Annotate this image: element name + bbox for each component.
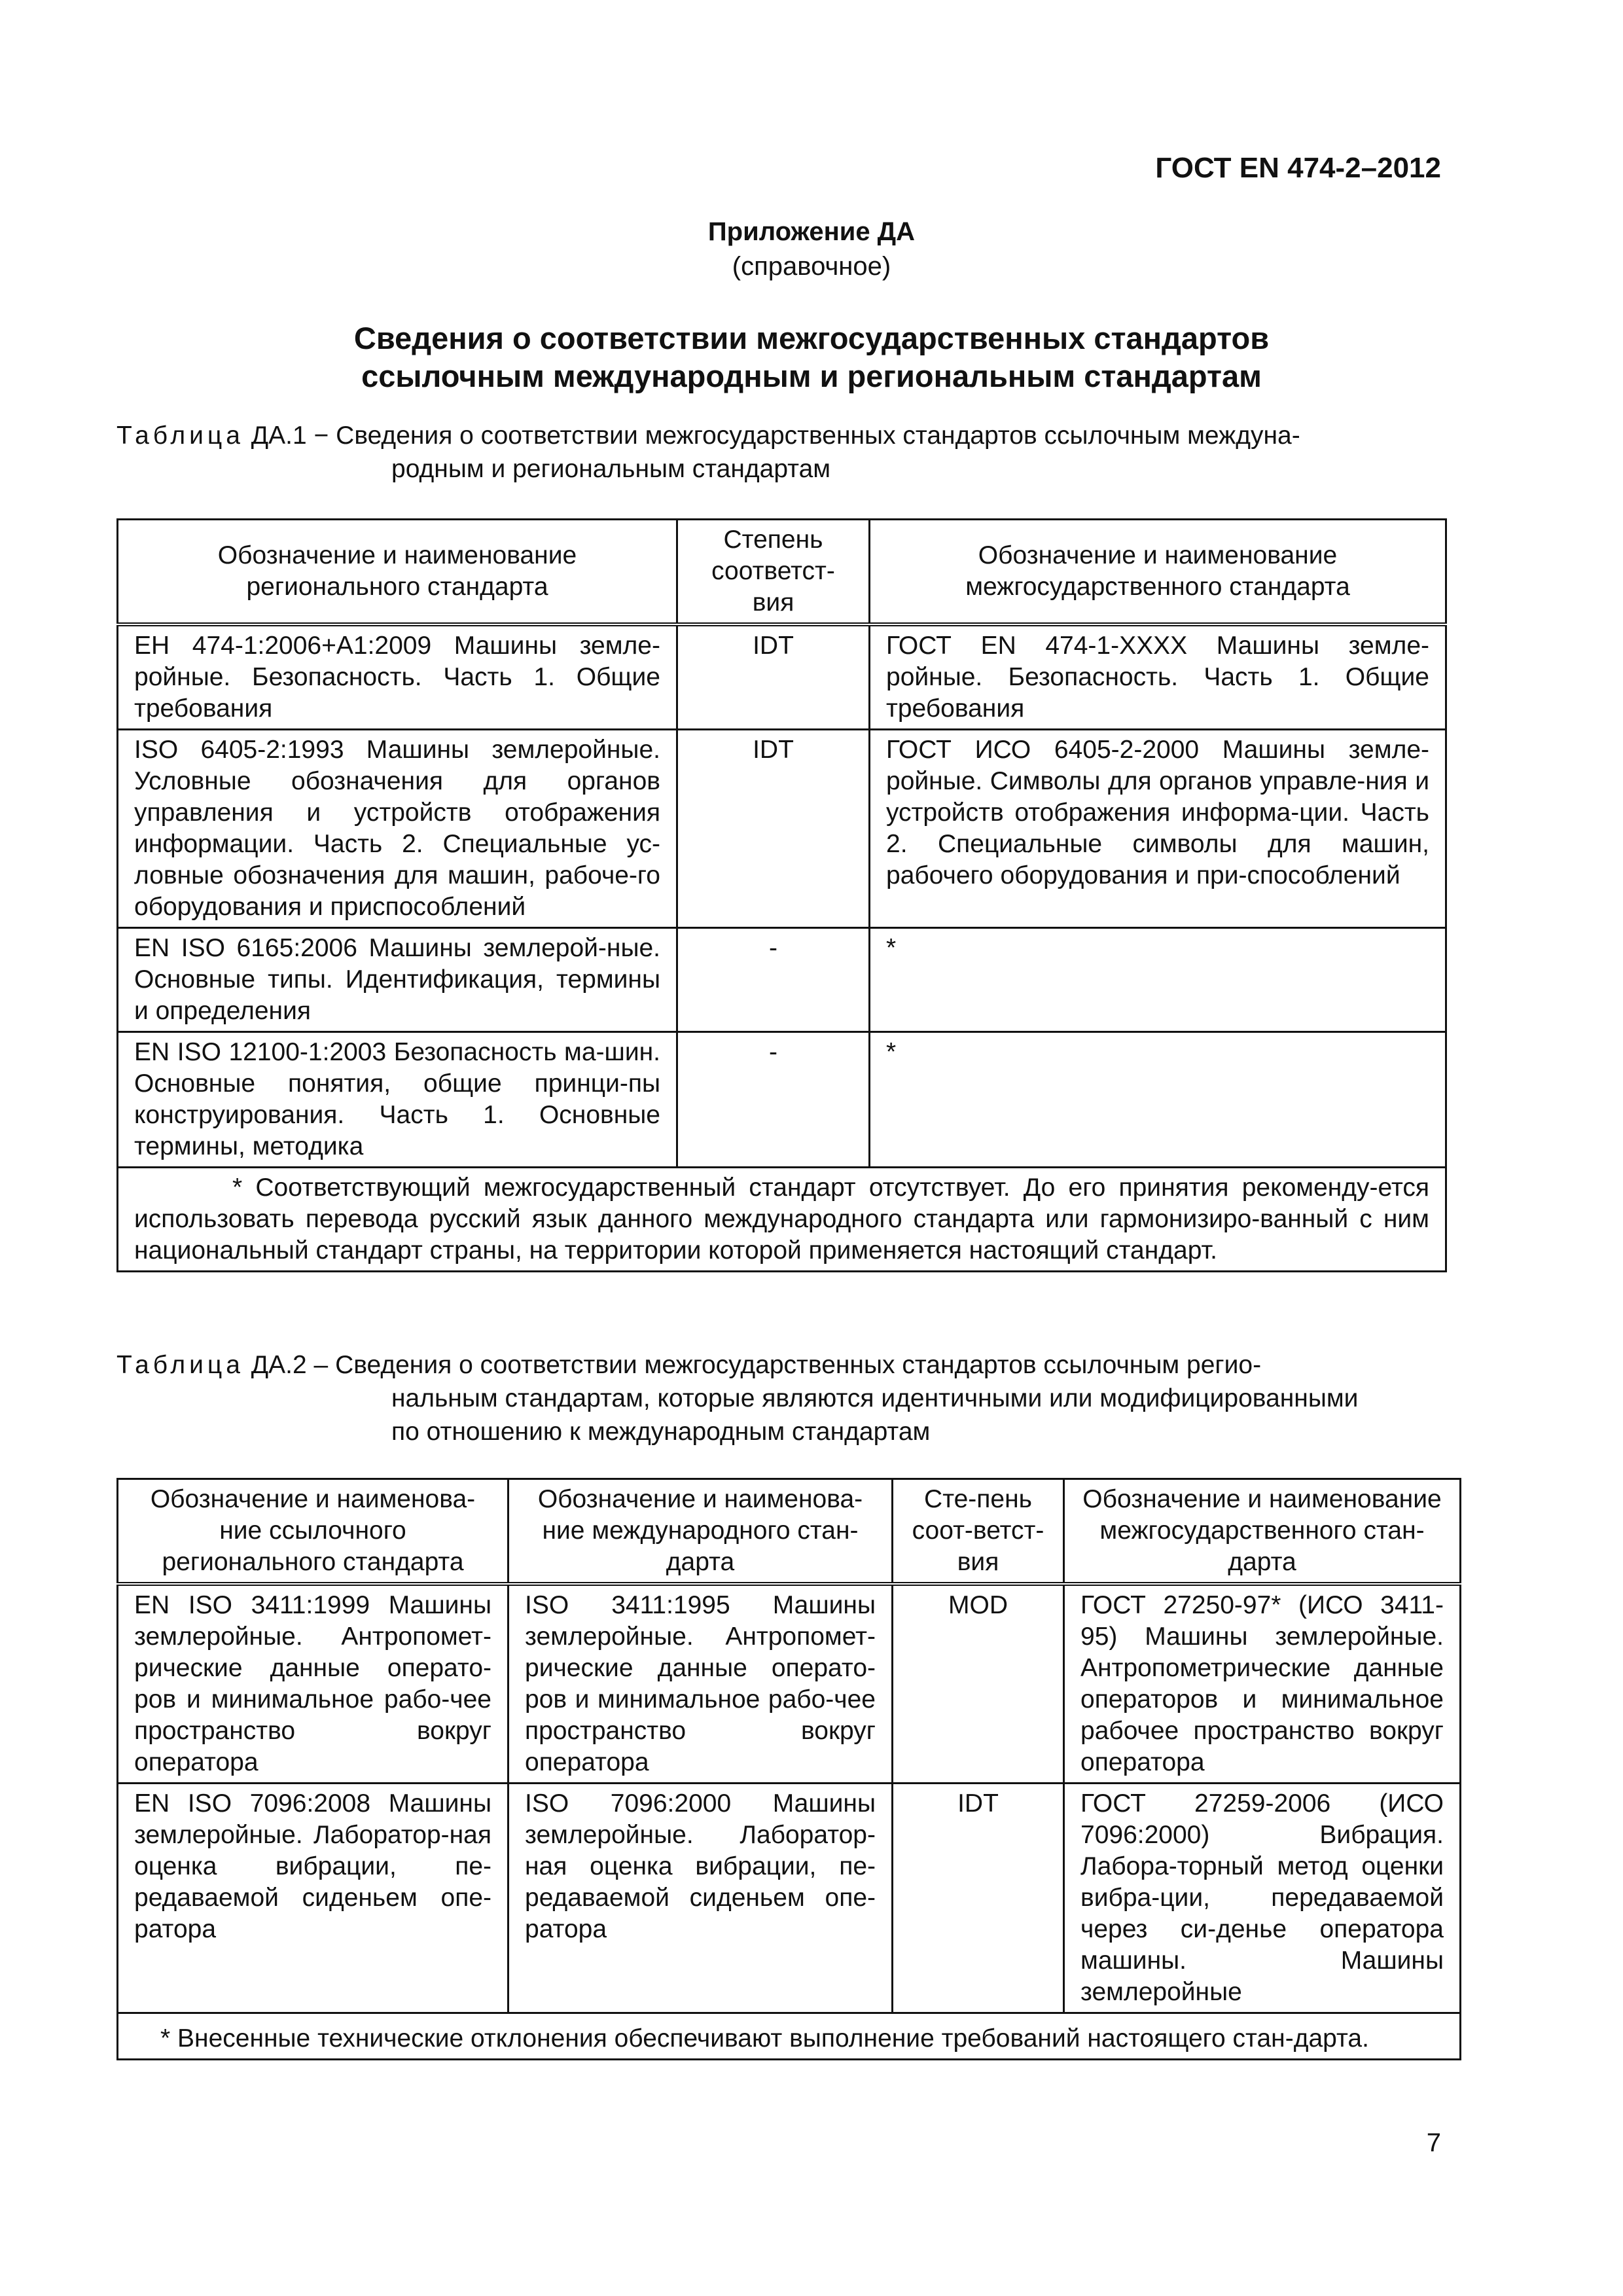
table2-footnote-row bbox=[118, 2013, 1461, 2060]
table1-cell-regional: EN ISO 12100-1:2003 Безопасность ма-шин. Основные понятия, общие принци-пы конструирования. Часть 1. Основные термины, методика bbox=[118, 1032, 677, 1168]
table2-header-degree: Сте-пень соот-ветст-вия bbox=[893, 1479, 1064, 1585]
table2-caption-line-1: ДА.2 – Сведения о соответствии межгосударственных стандартов ссылочным регио- bbox=[243, 1351, 1262, 1379]
table2-caption-line-3: по отношению к международным стандартам bbox=[391, 1418, 931, 1446]
table1-caption-line-1: ДА.1 − Сведения о соответствии межгосударственных стандартов ссылочным междуна- bbox=[243, 422, 1300, 450]
table2-cell-international: ISO 3411:1995 Машины землеройные. Антропомет-рические данные операто-ров и минимальное рабо-чее пространство вокруг оператора bbox=[508, 1584, 893, 1784]
table1-cell-regional: ISO 6405-2:1993 Машины землеройные. Условные обозначения для органов управления и устройств отображения информации. Часть 2. Специальные ус-ловные обозначения для машин, рабоче-го оборудования и приспособлений bbox=[118, 730, 677, 928]
table-row bbox=[118, 624, 1446, 730]
table1-footnote: * Соответствующий межгосударственный стандарт отсутствует. До его принятия рекоменду-ется использовать перевода русский язык данного международного стандарта или гармонизиро-ванный с ним национальный стандарт страны, на территории которой применяется настоящий стандарт. bbox=[118, 1168, 1446, 1272]
table1-caption-line-2: родным и региональным стандартам bbox=[391, 455, 831, 483]
table1 bbox=[116, 518, 1447, 1272]
table1-cell-degree: - bbox=[677, 1032, 870, 1168]
table1-header-degree: Степень соответст-вия bbox=[677, 520, 870, 625]
table1-header-regional: Обозначение и наименование регионального стандарта bbox=[118, 520, 677, 625]
table1-header-interstate: Обозначение и наименование межгосударственного стандарта bbox=[870, 520, 1446, 625]
table1-caption-label: Таблица bbox=[116, 422, 244, 450]
table2-cell-regional: EN ISO 7096:2008 Машины землеройные. Лаборатор-ная оценка вибрации, пе-редаваемой сиденьем опе-ратора bbox=[118, 1784, 508, 2013]
table2-caption-line-2: нальным стандартам, которые являются идентичными или модифицированными bbox=[391, 1384, 1359, 1412]
table1-cell-regional: EN ISO 6165:2006 Машины землерой-ные. Основные типы. Идентификация, термины и определения bbox=[118, 928, 677, 1032]
table-row bbox=[118, 1032, 1446, 1168]
page-number: 7 bbox=[1426, 2128, 1441, 2157]
table-row bbox=[118, 730, 1446, 928]
table2-caption bbox=[116, 1348, 1445, 1448]
table1-cell-degree: IDT bbox=[677, 624, 870, 730]
table2-cell-interstate: ГОСТ 27250-97* (ИСО 3411-95) Машины землеройные. Антропометрические данные операторов и минимальное рабочее пространство вокруг оператора bbox=[1064, 1584, 1461, 1784]
table2-caption-label: Таблица bbox=[116, 1351, 244, 1379]
appendix-title: Приложение ДА bbox=[707, 217, 916, 246]
section-heading bbox=[0, 319, 1623, 395]
table2-header-international: Обозначение и наименова-ние международного стан-дарта bbox=[508, 1479, 893, 1585]
table-row bbox=[118, 1784, 1461, 2013]
table2-cell-regional: EN ISO 3411:1999 Машины землеройные. Антропомет-рические данные операто-ров и минимальное рабо-чее пространство вокруг оператора bbox=[118, 1584, 508, 1784]
table2-cell-international: ISO 7096:2000 Машины землеройные. Лаборатор-ная оценка вибрации, пе-редаваемой сиденьем опе-ратора bbox=[508, 1784, 893, 2013]
table1-footnote-row bbox=[118, 1168, 1446, 1272]
table1-cell-degree: - bbox=[677, 928, 870, 1032]
table1-cell-interstate: ГОСТ ИСО 6405-2-2000 Машины земле-ройные. Символы для органов управле-ния и устройств отображения информа-ции. Часть 2. Специальные символы для машин, рабочего оборудования и при-способлений bbox=[870, 730, 1446, 928]
table1-cell-interstate: ГОСТ EN 474-1-ХХХХ Машины земле-ройные. Безопасность. Часть 1. Общие требования bbox=[870, 624, 1446, 730]
appendix-subtitle: (справочное) bbox=[732, 252, 891, 281]
table1-cell-interstate: * bbox=[870, 928, 1446, 1032]
table1-header-row bbox=[118, 520, 1446, 625]
section-heading-line-1: Сведения о соответствии межгосударственных стандартов bbox=[353, 321, 1270, 355]
document-code: ГОСТ EN 474-2–2012 bbox=[1155, 152, 1441, 184]
table2-footnote: * Внесенные технические отклонения обеспечивают выполнение требований настоящего стан-дарта. bbox=[118, 2013, 1461, 2060]
table-row bbox=[118, 1584, 1461, 1784]
table1-cell-interstate: * bbox=[870, 1032, 1446, 1168]
table2-cell-degree: MOD bbox=[893, 1584, 1064, 1784]
table1-cell-regional: ЕН 474-1:2006+А1:2009 Машины земле-ройные. Безопасность. Часть 1. Общие требования bbox=[118, 624, 677, 730]
table1-cell-degree: IDT bbox=[677, 730, 870, 928]
table2 bbox=[116, 1478, 1461, 2060]
table2-header-interstate: Обозначение и наименование межгосударственного стан-дарта bbox=[1064, 1479, 1461, 1585]
table-row bbox=[118, 928, 1446, 1032]
table2-header-regional: Обозначение и наименова-ние ссылочного регионального стандарта bbox=[118, 1479, 508, 1585]
table2-cell-degree: IDT bbox=[893, 1784, 1064, 2013]
section-heading-line-2: ссылочным международным и региональным стандартам bbox=[361, 359, 1262, 393]
table2-cell-interstate: ГОСТ 27259-2006 (ИСО 7096:2000) Вибрация. Лабора-торный метод оценки вибра-ции, передаваемой через си-денье оператора машины. Машины землеройные bbox=[1064, 1784, 1461, 2013]
table1-caption bbox=[116, 419, 1445, 486]
table2-header-row bbox=[118, 1479, 1461, 1585]
